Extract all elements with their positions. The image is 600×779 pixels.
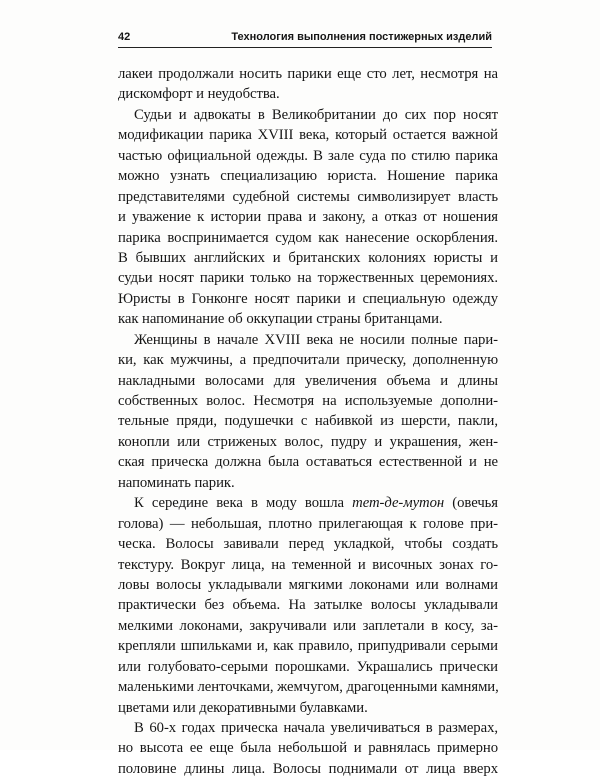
text-segment: (овечья (452, 495, 499, 512)
text-line: или голубовато-серыми порошками. Украшались прически (118, 658, 498, 675)
text-line: цветами или декоративными булавками. (118, 699, 368, 716)
text-line-with-italic (118, 493, 498, 513)
text-line: частью официальной одежды. В зале суда по стилю парика (118, 147, 498, 164)
main-text (118, 64, 498, 779)
text-line: ки, как мужчины, а предпочитали прическу, дополненную (118, 352, 498, 369)
text-line: напоминать парик. (118, 474, 235, 491)
text-line: В бывших английских и британских колониях юристы и (118, 249, 498, 266)
text-line: практически без объема. На затылке волосы укладывали (118, 597, 498, 614)
text-line: голова) — небольшая, плотно прилегающая к голове при- (118, 515, 498, 532)
text-line: как напоминание об оккупации страны британцами. (118, 311, 443, 328)
text-line: модификации парика XVIII века, который остается важной (118, 127, 498, 144)
text-line: дискомфорт и неудобства. (118, 86, 280, 103)
text-line: Судьи и адвокаты в Великобритании до сих пор носят (134, 106, 498, 123)
text-line: Юристы в Гонконге носят парики и специальную одежду (118, 290, 498, 307)
header-rule (118, 47, 492, 48)
text-line: и уважение к истории права и закону, а отказ от ношения (118, 209, 498, 226)
text-line: крепляли шпильками и, как правило, припудривали серыми (118, 638, 498, 655)
page-header (118, 28, 492, 48)
text-line: ческа. Волосы завивали перед укладкой, чтобы создать (118, 536, 498, 553)
text-line: представителями судебной системы символизирует власть (118, 188, 498, 205)
running-title: Технология выполнения постижерных изделий (231, 31, 492, 43)
text-line: но высота ее еще была небольшой и равнялась примерно (118, 740, 498, 757)
text-line: мелкими локонами, закручивали или заплетали в косу, за- (118, 617, 498, 634)
italic-term: тет-де-мутон (352, 495, 445, 512)
text-line: накладными волосами для увеличения объема и длины (118, 372, 498, 389)
text-line: собственных волос. Несмотря на используемые дополни- (118, 393, 498, 409)
text-line: Женщины в начале XVIII века не носили полные пари- (134, 331, 498, 348)
text-line: парика воспринимается судом как нанесение оскорбления. (118, 229, 498, 246)
page-number: 42 (118, 31, 131, 43)
text-line: тельные пряди, подушечки с набивкой из шерсти, пакли, (118, 413, 498, 430)
text-line: маленькими ленточками, жемчугом, драгоценными камнями, (118, 679, 499, 696)
text-line: конопли или стриженых волос, пудру и украшения, жен- (118, 433, 498, 450)
text-line: половине длины лица. Волосы поднимали от лица вверх (118, 760, 498, 777)
text-line: можно узнать специализацию юриста. Ношение парика (118, 168, 498, 185)
text-line: ловы волосы укладывали мягкими локонами или волнами (118, 576, 498, 593)
text-line: текстуру. Вокруг лица, на теменной и височных зонах го- (118, 556, 498, 573)
text-line: ская прическа должна была оставаться естественной и не (118, 454, 498, 471)
text-line: судьи носят парики только на торжественных церемониях. (118, 270, 498, 287)
text-line: В 60-х годах прическа начала увеличиваться в размерах, (134, 720, 498, 736)
text-segment: К середине века в моду вошла (134, 495, 345, 512)
text-line: лакеи продолжали носить парики еще сто лет, несмотря на (118, 66, 498, 82)
